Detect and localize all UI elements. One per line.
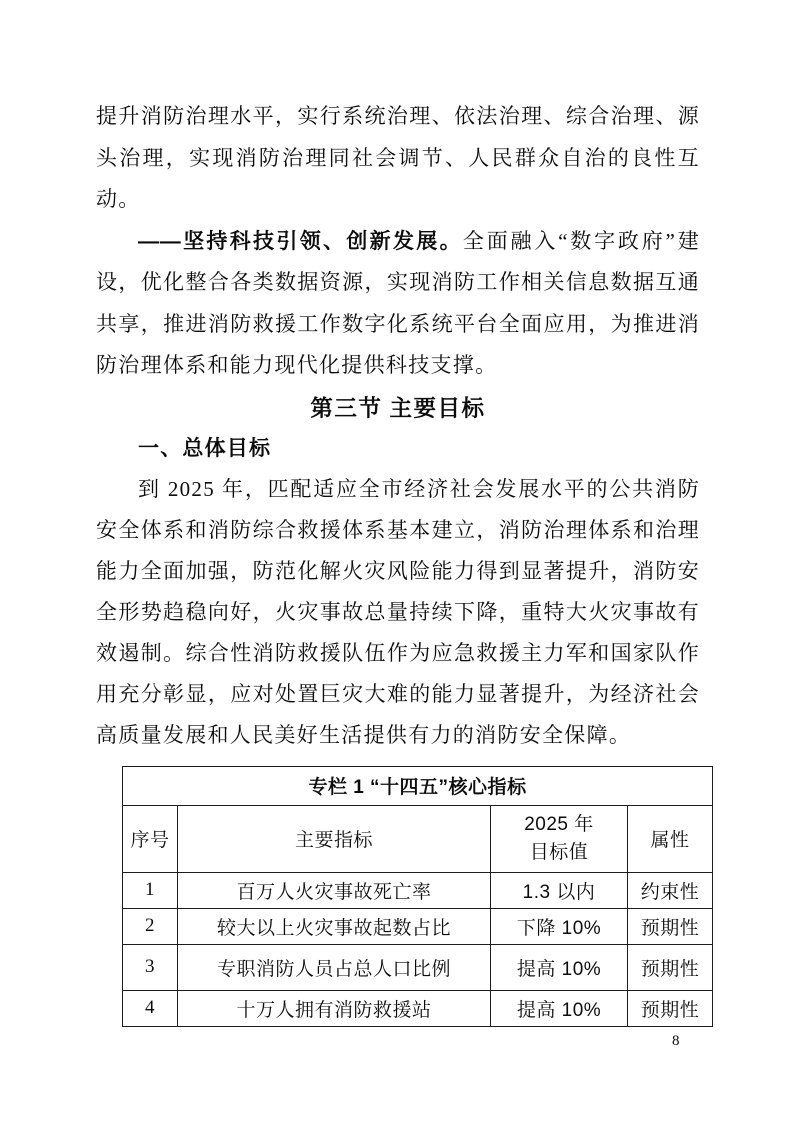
table-title-row [123,766,713,805]
column-header-indicator: 主要指标 [178,805,491,872]
cell-target: 下降 10% [491,908,628,944]
table-row [123,872,713,908]
paragraph-lead-bold: ——坚持科技引领、创新发展。 [138,229,463,253]
cell-no: 4 [123,990,178,1026]
cell-attribute: 约束性 [628,872,713,908]
cell-indicator: 较大以上火灾事故起数占比 [178,908,491,944]
section-heading: 第三节 主要目标 [310,395,486,421]
document-content [96,96,700,1027]
paragraph-lead-rest: 全面融入“数字政府”建设，优化整合各类数据资源，实现消防工作相关信息数据互通共享，推进消防救援工作数字化系统平台全面应用，为推进消防治理体系和能力现代化提供科技支撑。 [96,228,700,377]
paragraph-principle-tech [96,221,700,387]
table-header-row [123,805,713,872]
column-header-no: 序号 [123,805,178,872]
cell-target: 1.3 以内 [491,872,628,908]
cell-attribute: 预期性 [628,944,713,990]
cell-indicator: 百万人火灾事故死亡率 [178,872,491,908]
column-header-target-line2: 目标值 [529,841,589,863]
cell-attribute: 预期性 [628,908,713,944]
paragraph-continuation: 提升消防治理水平，实行系统治理、依法治理、综合治理、源头治理，实现消防治理同社会调节、人民群众自治的良性互动。 [96,104,700,211]
table-row [123,990,713,1026]
cell-no: 3 [123,944,178,990]
page-number: 8 [672,1033,680,1049]
cell-indicator: 专职消防人员占总人口比例 [178,944,491,990]
cell-no: 1 [123,872,178,908]
table-title: 专栏 1 “十四五”核心指标 [123,766,713,805]
cell-no: 2 [123,908,178,944]
subsection-heading: 一、总体目标 [138,436,272,460]
column-header-attribute: 属性 [628,805,713,872]
cell-indicator: 十万人拥有消防救援站 [178,990,491,1026]
column-header-target-line1: 2025 年 [524,813,594,835]
paragraph-overall-goal: 到 2025 年，匹配适应全市经济社会发展水平的公共消防安全体系和消防综合救援体系基本建立，消防治理体系和治理能力全面加强，防范化解火灾风险能力得到显著提升，消防安全形势趋稳向好，火灾事故总量持续下降，重特大火灾事故有效遏制。综合性消防救援队伍作为应急救援主力军和国家队作用充分彰显，应对处置巨灾大难的能力显著提升，为经济社会高质量发展和人民美好生活提供有力的消防安全保障。 [96,476,700,747]
core-indicators-table [122,766,713,1027]
cell-target: 提高 10% [491,990,628,1026]
cell-target: 提高 10% [491,944,628,990]
cell-attribute: 预期性 [628,990,713,1026]
table-row [123,908,713,944]
column-header-target [491,805,628,872]
table-row [123,944,713,990]
